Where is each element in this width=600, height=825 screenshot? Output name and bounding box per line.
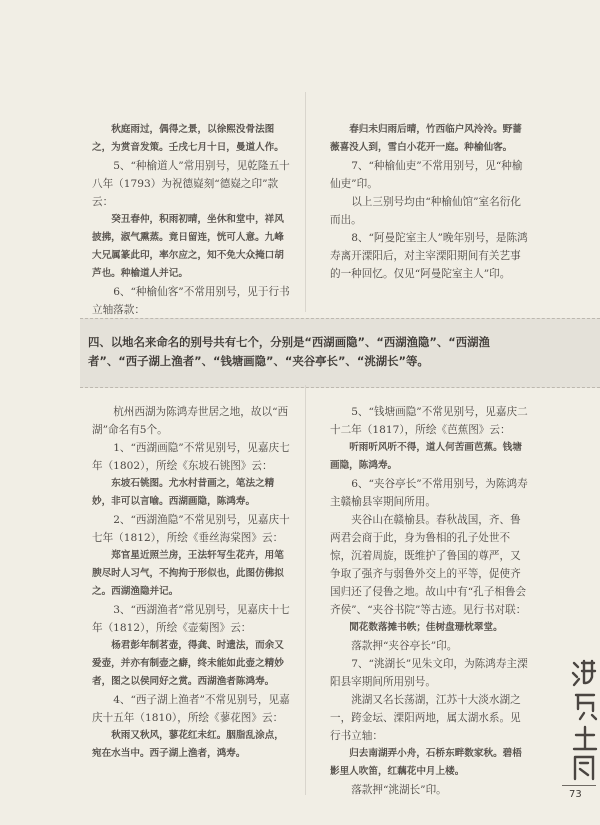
- quoted-inscription: 秋雨又秋风，蓼花红未红。胭脂乱涂点，宛在水当中。西子湖上渔者，鸿寿。: [92, 730, 284, 759]
- section-heading: 四、以地名来命名的别号共有七个，分别是“西湖画隐”、“西湖渔隐”、“西湖渔者”、“西子湖上渔者”、“钱塘画隐”、“夹谷亭长”、“洮湖长”等。: [88, 335, 490, 368]
- quoted-inscription: 秋庭雨过，偶得之景，以徐熙没骨法图之，为赏音发策。壬戌七月十日，曼道人作。: [92, 124, 284, 153]
- quoted-inscription: 杨君彭年制茗壶，得龚、时遗法，而余又爱壶，并亦有制壶之癖，终未能如此壶之精妙者，图之以侯同好之赏。西湖渔者陈鸿寿。: [92, 640, 284, 687]
- quoted-inscription: 癸丑春仲，积雨初晴，坐休和堂中，祥风披拂，淑气熏蒸。竟日留连，恍可人意。九峰大兄属篆此印，率尔应之，知不免大众掩口胡芦也。种榆道人并记。: [92, 214, 284, 279]
- left-column-bottom: [92, 403, 290, 763]
- paragraph: 6、“夹谷亭长”不常用别号，为陈鸿寿主赣榆县宰期间所用。: [330, 478, 528, 508]
- quoted-inscription: 听雨听风听不得，道人何苦画芭蕉。钱塘画隐，陈鸿寿。: [330, 442, 522, 471]
- magazine-logo: [570, 657, 598, 782]
- paragraph: 洮湖又名长荡湖，江苏十大淡水湖之一，跨金坛、溧阳两地，属太湖水系。见行书立轴：: [330, 694, 521, 742]
- paragraph: 以上三别号均由“种榆仙馆”室名衍化而出。: [330, 196, 521, 226]
- calligraphy-logo-icon: [570, 657, 598, 782]
- paragraph: 3、“西湖渔者”常见别号，见嘉庆十七年（1812），所绘《壶菊图》云：: [92, 604, 290, 634]
- quoted-inscription: 閒花数落摊书帙；佳树盘珊枕翠堂。: [349, 622, 503, 633]
- paragraph: 6、“种榆仙客”不常用别号，见于行书立轴落款：: [92, 286, 290, 316]
- paragraph: 7、“洮湖长”见朱文印，为陈鸿寿主溧阳县宰期间所用别号。: [330, 658, 528, 688]
- paragraph: 7、“种榆仙吏”不常用别号，见“种榆仙吏”印。: [330, 160, 523, 190]
- quoted-inscription: 春归未归雨后晴，竹西临户风泠泠。野蔷薇喜没人到，雪白小花开一庭。种榆仙客。: [330, 124, 522, 153]
- quoted-inscription: 郑官星近照兰房，王法轩写生花卉，用笔腴尽时人习气，不拘拘于形似也，此图仿佛拟之。西湖渔隐并记。: [92, 550, 284, 597]
- paragraph: 5、“种榆道人”常用别号，见乾隆五十八年（1793）为祝德嶷刻“德嶷之印”款云：: [92, 160, 290, 208]
- paragraph: 4、“西子湖上渔者”不常见别号，见嘉庆十五年（1810），所绘《蓼花图》云：: [92, 694, 290, 724]
- quoted-inscription: 归去南湖弄小舟，石桥东畔数家秋。碧梧影里人吹笛，红藕花中月上楼。: [330, 748, 522, 777]
- paragraph: 杭州西湖为陈鸿寿世居之地，故以“西湖”命名有5个。: [92, 406, 289, 436]
- logo-rule: [562, 785, 596, 786]
- paragraph: 夹谷山在赣榆县。春秋战国，齐、鲁两君会商于此，身为鲁相的孔子处世不惊，沉着周旋，既维护了鲁国的尊严，又争取了强齐与弱鲁外交上的平等，促使齐国归还了侵鲁之地。故山中有“孔子相鲁会齐侯”、“夹谷书院”等古迹。见行书对联：: [330, 514, 527, 616]
- paragraph: 落款押“夹谷亭长”印。: [351, 640, 458, 652]
- paragraph: 5、“钱塘画隐”不常见别号，见嘉庆二十二年（1817），所绘《芭蕉图》云：: [330, 406, 528, 436]
- page-number: 73: [569, 789, 582, 800]
- paragraph: 2、“西湖渔隐”不常见别号，见嘉庆十七年（1812），所绘《垂丝海棠图》云：: [92, 514, 290, 544]
- right-column-bottom: [330, 403, 528, 799]
- column-divider: [305, 92, 306, 312]
- paragraph: 8、“阿曼陀室主人”晚年别号，是陈鸿寿离开溧阳后，对主宰溧阳期间有关艺事的一种回忆。仅见“阿曼陀室主人”印。: [330, 232, 528, 280]
- right-column-top: [330, 121, 530, 283]
- paragraph: 落款押“洮湖长”印。: [351, 784, 447, 796]
- left-column-top: [92, 121, 290, 319]
- column-divider-bottom: [305, 385, 306, 795]
- paragraph: 1、“西湖画隐”不常见别号，见嘉庆七年（1802），所绘《东坡石铫图》云：: [92, 442, 290, 472]
- quoted-inscription: 东坡石铫图。尤水村昔画之，笔法之精妙，非可以言喻。西湖画隐，陈鸿寿。: [92, 478, 275, 507]
